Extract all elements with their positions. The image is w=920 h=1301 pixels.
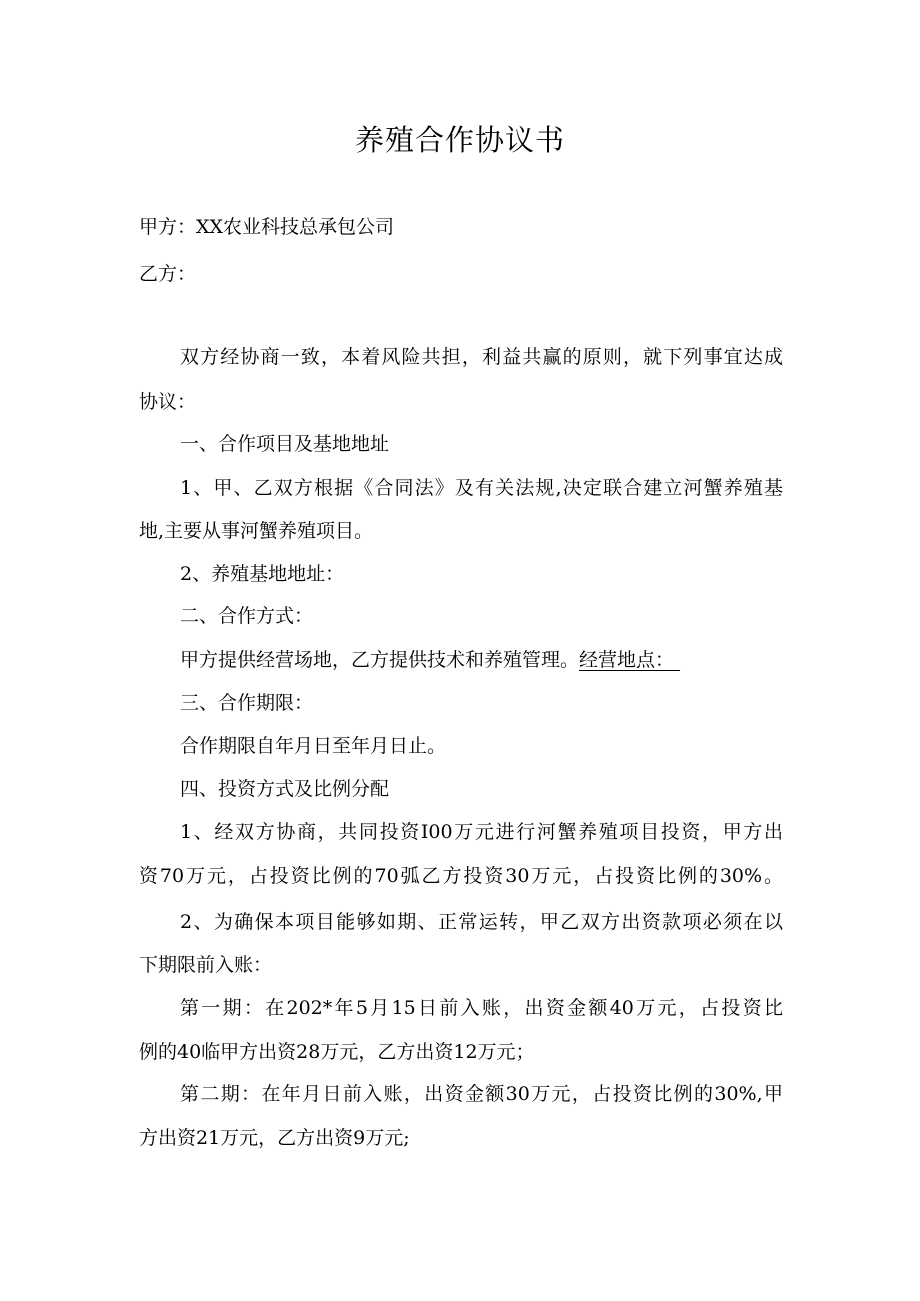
party-b-line: 乙方： [139, 263, 197, 285]
section-4-item-2-line-1: 2、为确保本项目能够如期、正常运转，甲乙双方出资款项必须在以 [180, 911, 783, 933]
intro-paragraph-line-2: 协议： [139, 391, 197, 413]
section-1-item-2: 2、养殖基地地址： [180, 563, 345, 585]
party-a-line: 甲方：XX农业科技总承包公司 [139, 216, 395, 238]
section-2-text [180, 648, 680, 672]
section-2-description: 甲方提供经营场地，乙方提供技术和养殖管理。 [180, 649, 580, 671]
phase-2-line-2: 方出资21万元，乙方出资9万元; [139, 1127, 410, 1149]
section-1-item-1-line-2: 地,主要从事河蟹养殖项目。 [139, 520, 374, 542]
section-1-item-1-line-1: 1、甲、乙双方根据《合同法》及有关法规,决定联合建立河蟹养殖基 [180, 477, 783, 499]
phase-1-line-2: 例的40临甲方出资28万元，乙方出资12万元； [139, 1041, 535, 1063]
phase-1-line-1: 第一期：在202*年5月15日前入账，出资金额40万元，占投资比 [180, 997, 783, 1019]
section-4-heading: 四、投资方式及比例分配 [180, 778, 390, 800]
section-1-heading: 一、合作项目及基地地址 [180, 433, 390, 455]
document-title: 养殖合作协议书 [354, 123, 565, 157]
intro-paragraph-line-1: 双方经协商一致，本着风险共担，利益共赢的原则，就下列事宜达成 [180, 346, 783, 368]
section-3-text: 合作期限自年月日至年月日止。 [180, 735, 447, 757]
business-location-blank [674, 649, 680, 671]
section-2-heading: 二、合作方式： [180, 605, 314, 627]
business-location-label: 经营地点： [579, 649, 675, 671]
section-4-item-1-line-2: 资70万元，占投资比例的70弧乙方投资30万元，占投资比例的30%。 [139, 865, 783, 887]
section-4-item-1-line-1: 1、经双方协商，共同投资I00万元进行河蟹养殖项目投资，甲方出 [180, 821, 783, 843]
section-4-item-2-line-2: 下期限前入账： [139, 954, 273, 976]
phase-2-line-1: 第二期：在年月日前入账，出资金额30万元，占投资比例的30%,甲 [180, 1083, 783, 1105]
section-3-heading: 三、合作期限： [180, 692, 314, 714]
